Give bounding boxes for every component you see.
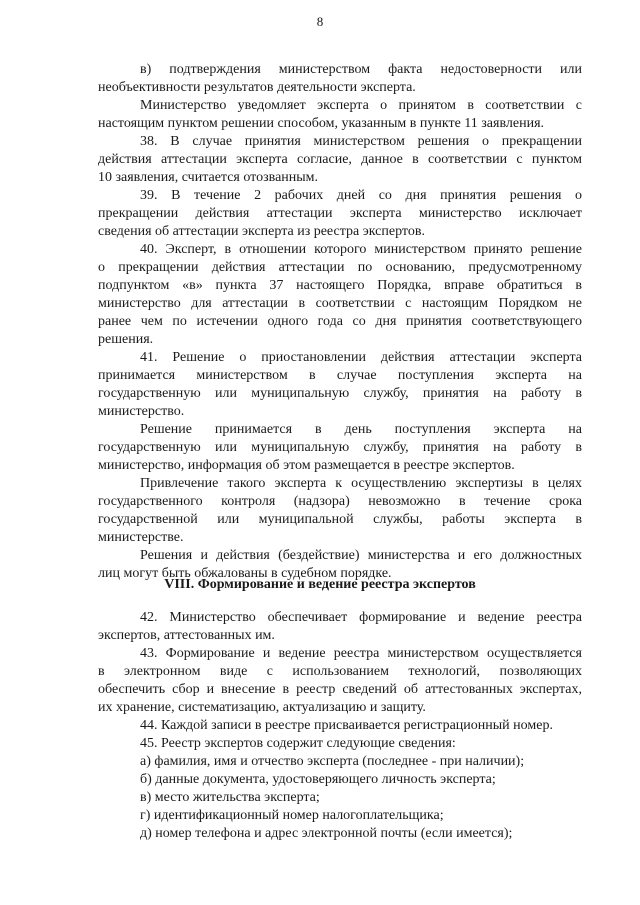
text-line: их хранение, систематизацию, актуализацию и защиту. bbox=[98, 700, 426, 715]
text-line: министерство, информация об этом размещается в реестре экспертов. bbox=[98, 458, 515, 473]
text-line: г) идентификационный номер налогоплательщика; bbox=[140, 808, 444, 823]
text-line: Решения и действия (бездействие) министерства и его должностных bbox=[140, 548, 582, 563]
text-line: действия аттестации эксперта согласие, данное в соответствии с пунктом bbox=[98, 152, 582, 167]
text-line: сведения об аттестации эксперта из реестра экспертов. bbox=[98, 224, 425, 239]
text-line: 42. Министерство обеспечивает формирование и ведение реестра bbox=[140, 610, 582, 625]
text-line: 41. Решение о приостановлении действия аттестации эксперта bbox=[140, 350, 582, 365]
text-line: Министерство уведомляет эксперта о принятом в соответствии с bbox=[140, 98, 582, 113]
text-line: в электронном виде с использованием технологий, позволяющих bbox=[98, 664, 582, 679]
text-line: прекращении действия аттестации эксперта министерство исключает bbox=[98, 206, 582, 221]
text-line: а) фамилия, имя и отчество эксперта (последнее - при наличии); bbox=[140, 754, 525, 769]
section-heading: VIII. Формирование и ведение реестра экспертов bbox=[164, 577, 476, 592]
text-line: в) место жительства эксперта; bbox=[140, 790, 320, 805]
text-line: 38. В случае принятия министерством решения о прекращении bbox=[140, 134, 582, 149]
text-line: министерство. bbox=[98, 404, 185, 419]
text-line: 44. Каждой записи в реестре присваивается регистрационный номер. bbox=[140, 718, 553, 733]
text-line: о прекращении действия аттестации по основанию, предусмотренному bbox=[98, 260, 582, 275]
text-line: 39. В течение 2 рабочих дней со дня принятия решения о bbox=[140, 188, 582, 203]
text-line: подпунктом «в» пункта 37 настоящего Порядка, вправе обратиться в bbox=[98, 278, 582, 293]
text-line: ранее чем по истечении одного года со дня принятия соответствующего bbox=[98, 314, 582, 329]
text-line: обеспечить сбор и внесение в реестр сведений об аттестованных экспертах, bbox=[98, 682, 582, 697]
text-line: министерство для аттестации в соответствии с настоящим Порядком не bbox=[98, 296, 582, 311]
text-line: 45. Реестр экспертов содержит следующие сведения: bbox=[140, 736, 456, 751]
text-line: в) подтверждения министерством факта недостоверности или bbox=[140, 62, 582, 77]
text-line: необъективности результатов деятельности эксперта. bbox=[98, 80, 416, 95]
text-line: государственной или муниципальной службы, работы эксперта в bbox=[98, 512, 582, 527]
text-line: решения. bbox=[98, 332, 154, 347]
text-line: д) номер телефона и адрес электронной почты (если имеется); bbox=[140, 826, 513, 841]
page-number: 8 bbox=[316, 14, 324, 29]
text-line: б) данные документа, удостоверяющего личность эксперта; bbox=[140, 772, 496, 787]
text-line: настоящим пунктом решении способом, указанным в пункте 11 заявления. bbox=[98, 116, 545, 131]
text-line: министерстве. bbox=[98, 530, 184, 545]
text-line: 40. Эксперт, в отношении которого министерством принято решение bbox=[140, 242, 582, 257]
text-line: лиц могут быть обжалованы в судебном порядке. bbox=[98, 566, 392, 581]
text-line: государственную или муниципальную службу, принятия на работу в bbox=[98, 440, 582, 455]
text-line: государственную или муниципальную службу, принятия на работу в bbox=[98, 386, 582, 401]
text-line: Решение принимается в день поступления эксперта на bbox=[140, 422, 582, 437]
text-line: принимается министерством в случае поступления эксперта на bbox=[98, 368, 582, 383]
text-line: Привлечение такого эксперта к осуществлению экспертизы в целях bbox=[140, 476, 582, 491]
text-line: 10 заявления, считается отозванным. bbox=[98, 170, 319, 185]
text-line: 43. Формирование и ведение реестра министерством осуществляется bbox=[140, 646, 582, 661]
text-line: экспертов, аттестованных им. bbox=[98, 628, 275, 643]
text-line: государственного контроля (надзора) невозможно в течение срока bbox=[98, 494, 582, 509]
